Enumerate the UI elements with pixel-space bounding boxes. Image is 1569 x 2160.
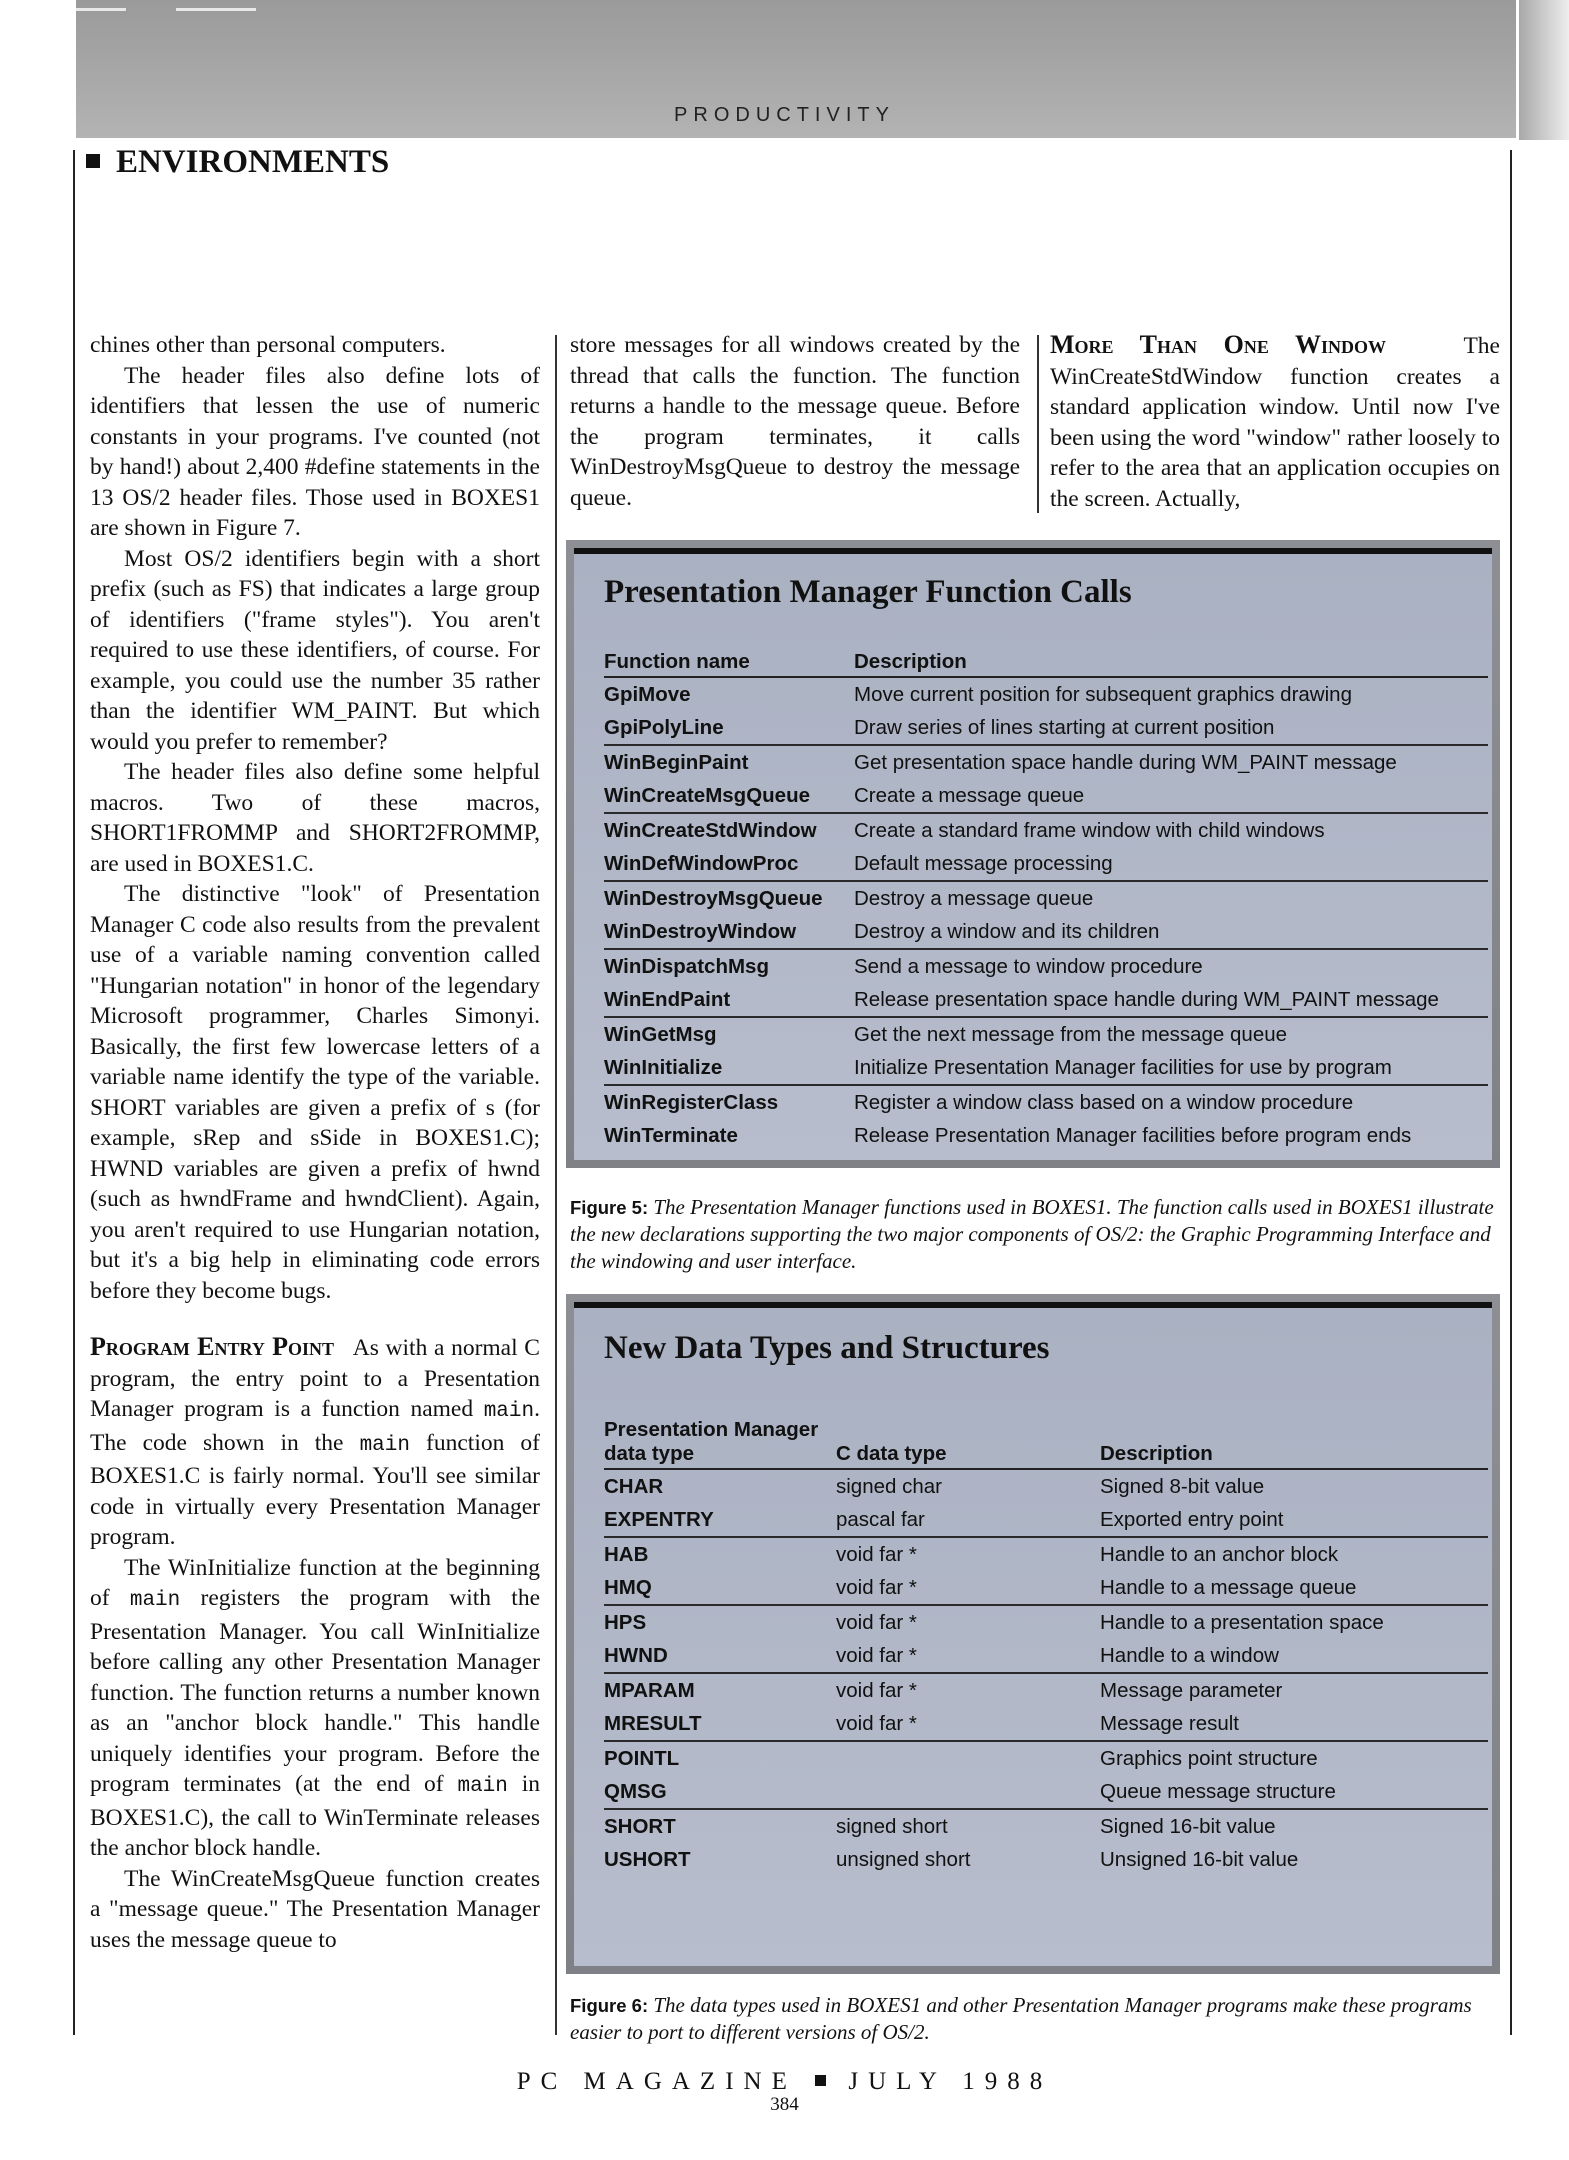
bullet-square-icon bbox=[86, 154, 100, 168]
table-row bbox=[604, 915, 1488, 949]
paragraph bbox=[90, 1553, 540, 1864]
table-row bbox=[604, 1469, 1488, 1503]
issue-date: JULY 1988 bbox=[848, 2068, 1053, 2095]
table-row bbox=[604, 1775, 1488, 1809]
c-type-cell: unsigned short bbox=[836, 1847, 971, 1871]
description-cell: Get the next message from the message queue bbox=[854, 1017, 1488, 1051]
column-header: Description bbox=[854, 650, 1488, 677]
function-name-cell: WinCreateMsgQueue bbox=[604, 783, 810, 807]
department-kicker bbox=[86, 144, 389, 181]
pm-type-cell: POINTL bbox=[604, 1741, 836, 1775]
table-row bbox=[604, 1741, 1488, 1775]
table-row bbox=[604, 847, 1488, 881]
figure-6-caption bbox=[570, 1992, 1500, 2046]
function-name-cell: WinDispatchMsg bbox=[604, 949, 854, 983]
text-run: function of BOXES1.C is fairly normal. You'll see similar code in virtually every Presentation Manager program. bbox=[90, 1429, 540, 1550]
function-name-cell: WinEndPaint bbox=[604, 987, 731, 1011]
magazine-name: PC MAGAZINE bbox=[516, 2068, 797, 2095]
function-name-cell: WinInitialize bbox=[604, 1055, 723, 1079]
paragraph-group bbox=[90, 330, 540, 1306]
caption-label: Figure 6: bbox=[570, 1995, 649, 2016]
table-row bbox=[604, 1537, 1488, 1571]
subhead-program-entry-point: Program Entry Point bbox=[90, 1332, 335, 1361]
figure-5-panel bbox=[574, 548, 1492, 1160]
pm-type-cell: HWND bbox=[604, 1643, 668, 1667]
function-name-cell: WinRegisterClass bbox=[604, 1085, 854, 1119]
table-row bbox=[604, 1503, 1488, 1537]
table-row bbox=[604, 983, 1488, 1017]
paragraph: Most OS/2 identifiers begin with a short prefix (such as FS) that indicates a large group of identifiers ("frame styles"). You aren't required to use these identifiers, of course. For example, you could use the number 35 rather than the identifier WM_PAINT. But which would you prefer to remember? bbox=[90, 545, 540, 755]
text-run: in BOXES1.C), the call to WinTerminate releases the anchor block handle. bbox=[90, 1771, 540, 1861]
table-row bbox=[604, 1639, 1488, 1673]
description-cell: Signed 16-bit value bbox=[1100, 1809, 1488, 1843]
c-type-cell: void far * bbox=[836, 1537, 1100, 1571]
description-cell: Release presentation space handle during WM_PAINT message bbox=[854, 987, 1439, 1011]
table-row bbox=[604, 677, 1488, 711]
caption-text: The Presentation Manager functions used in BOXES1. The function calls used in BOXES1 illustrate the new declarations supporting the two major components of OS/2: the Graphic Programming Interface and the windowing and user interface. bbox=[570, 1195, 1494, 1273]
paragraph: chines other than personal computers. bbox=[90, 332, 446, 358]
section-label: PRODUCTIVITY bbox=[674, 104, 895, 126]
description-cell: Handle to a message queue bbox=[1100, 1575, 1357, 1599]
table-row bbox=[604, 1017, 1488, 1051]
header-decoration bbox=[76, 8, 276, 12]
code-main: main bbox=[359, 1433, 410, 1457]
table-row bbox=[604, 813, 1488, 847]
c-type-cell bbox=[836, 1775, 1100, 1809]
column-header: Presentation Manager data type bbox=[604, 1418, 836, 1469]
code-main: main bbox=[457, 1775, 508, 1798]
right-border-rule bbox=[1510, 150, 1512, 2035]
c-type-cell: void far * bbox=[836, 1643, 917, 1667]
figure-6-box bbox=[566, 1294, 1500, 1974]
description-cell: Draw series of lines starting at current position bbox=[854, 715, 1275, 739]
table-row bbox=[604, 881, 1488, 915]
table-row bbox=[604, 745, 1488, 779]
description-cell: Unsigned 16-bit value bbox=[1100, 1847, 1299, 1871]
paragraph: The WinCreateMsgQueue function creates a "message queue." The Presentation Manager uses the message queue to bbox=[90, 1865, 540, 1953]
function-name-cell: GpiPolyLine bbox=[604, 715, 724, 739]
pm-type-cell: HMQ bbox=[604, 1575, 652, 1599]
pm-type-cell: CHAR bbox=[604, 1474, 664, 1498]
function-name-cell: WinCreateStdWindow bbox=[604, 813, 854, 847]
caption-label: Figure 5: bbox=[570, 1197, 649, 1218]
description-cell: Queue message structure bbox=[1100, 1779, 1336, 1803]
description-cell: Handle to a window bbox=[1100, 1643, 1279, 1667]
code-main: main bbox=[483, 1400, 535, 1423]
paragraph: store messages for all windows created by the thread that calls the function. The function returns a handle to the message queue. Before the program terminates, it calls WinDestroyMsgQueue to destroy the message queue. bbox=[570, 332, 1020, 511]
kicker-text: ENVIRONMENTS bbox=[116, 144, 390, 180]
pm-type-cell: USHORT bbox=[604, 1847, 691, 1871]
function-name-cell: WinGetMsg bbox=[604, 1017, 854, 1051]
figure-5-box bbox=[566, 540, 1500, 1168]
pm-type-cell: HAB bbox=[604, 1537, 836, 1571]
function-name-cell: WinTerminate bbox=[604, 1123, 738, 1147]
description-cell: Move current position for subsequent graphics drawing bbox=[854, 682, 1352, 706]
description-cell: Create a message queue bbox=[854, 783, 1085, 807]
paragraph bbox=[1050, 330, 1500, 514]
description-cell: Graphics point structure bbox=[1100, 1741, 1488, 1775]
column-header: Description bbox=[1100, 1418, 1488, 1469]
description-cell: Release Presentation Manager facilities before program ends bbox=[854, 1123, 1412, 1147]
table-row bbox=[604, 1605, 1488, 1639]
code-main: main bbox=[129, 1589, 181, 1612]
article-column-3 bbox=[1050, 330, 1500, 514]
pm-type-cell: SHORT bbox=[604, 1809, 836, 1843]
c-type-cell: signed short bbox=[836, 1809, 1100, 1843]
figure-5-title: Presentation Manager Function Calls bbox=[604, 574, 1132, 610]
table-row bbox=[604, 779, 1488, 813]
description-cell: Get presentation space handle during WM_PAINT message bbox=[854, 745, 1488, 779]
description-cell: Send a message to window procedure bbox=[854, 949, 1488, 983]
figure-5-table bbox=[604, 650, 1488, 1152]
description-cell: Handle to an anchor block bbox=[1100, 1537, 1488, 1571]
figure-6-title: New Data Types and Structures bbox=[604, 1330, 1050, 1366]
table-row bbox=[604, 1809, 1488, 1843]
text-run: The WinCreateStdWindow function creates a standard application window. Until now I've been using the word "window" rather loosely to refer to the area that an application occupies on the screen. Actually, bbox=[1050, 333, 1500, 512]
description-cell: Exported entry point bbox=[1100, 1507, 1284, 1531]
paragraph: The distinctive "look" of Presentation Manager C code also results from the prevalent use of a variable naming convention called "Hungarian notation" in honor of the legendary Microsoft programmer, Charles Simonyi. Basically, the first few lowercase letters of a variable name identify the type of the variable. SHORT variables are given a prefix of s (for example, sRep and sSide in BOXES1.C); HWND variables are given a prefix of hwnd (such as hwndFrame and hwndClient). Again, you aren't required to use Hungarian notation, but it's a big help in eliminating code errors before they become bugs. bbox=[90, 881, 540, 1304]
c-type-cell: signed char bbox=[836, 1474, 942, 1498]
description-cell: Destroy a message queue bbox=[854, 881, 1488, 915]
table-row bbox=[604, 1119, 1488, 1152]
article-column-2 bbox=[570, 330, 1020, 513]
function-name-cell: WinDefWindowProc bbox=[604, 851, 799, 875]
description-cell: Create a standard frame window with child windows bbox=[854, 813, 1488, 847]
table-row bbox=[604, 1571, 1488, 1605]
description-cell: Handle to a presentation space bbox=[1100, 1605, 1488, 1639]
column-rule bbox=[1037, 335, 1039, 513]
paragraph bbox=[90, 1332, 540, 1553]
c-type-cell: pascal far bbox=[836, 1507, 925, 1531]
function-name-cell: GpiMove bbox=[604, 682, 691, 706]
pm-type-cell: EXPENTRY bbox=[604, 1507, 714, 1531]
left-border-rule bbox=[73, 150, 75, 2035]
text-run: . The code shown in the bbox=[90, 1396, 540, 1456]
c-type-cell: void far * bbox=[836, 1673, 1100, 1707]
text-run: As with a normal C program, the entry point to a Presentation Manager program is a function named bbox=[90, 1335, 540, 1422]
figure-6-panel bbox=[574, 1302, 1492, 1966]
subhead-more-than-one-window: More Than One Window bbox=[1050, 330, 1386, 359]
column-rule bbox=[555, 335, 557, 2035]
table-row bbox=[604, 1051, 1488, 1085]
pm-type-cell: QMSG bbox=[604, 1779, 667, 1803]
table-row bbox=[604, 711, 1488, 745]
paragraph: The header files also define lots of identifiers that lessen the use of numeric constants in your programs. I've counted (not by hand!) about 2,400 #define statements in the 13 OS/2 header files. Those used in BOXES1 are shown in Figure 7. bbox=[90, 362, 540, 541]
table-row bbox=[604, 1843, 1488, 1876]
table-row bbox=[604, 1085, 1488, 1119]
paragraph: The header files also define some helpful macros. Two of these macros, SHORT1FROMMP and SHORT2FROMMP, are used in BOXES1.C. bbox=[90, 759, 540, 877]
function-name-cell: WinBeginPaint bbox=[604, 745, 854, 779]
description-cell: Register a window class based on a window procedure bbox=[854, 1085, 1488, 1119]
function-name-cell: WinDestroyMsgQueue bbox=[604, 881, 854, 915]
caption-text: The data types used in BOXES1 and other Presentation Manager programs make these programs easier to port to different versions of OS/2. bbox=[570, 1993, 1472, 2044]
description-cell: Initialize Presentation Manager facilities for use by program bbox=[854, 1055, 1392, 1079]
c-type-cell: void far * bbox=[836, 1711, 917, 1735]
bullet-square-icon bbox=[815, 2075, 826, 2086]
text-run: The WinInitialize function at the beginning of bbox=[90, 1554, 540, 1611]
description-cell: Signed 8-bit value bbox=[1100, 1474, 1265, 1498]
description-cell: Message result bbox=[1100, 1711, 1240, 1735]
table-row bbox=[604, 1673, 1488, 1707]
c-type-cell: void far * bbox=[836, 1605, 1100, 1639]
column-header: C data type bbox=[836, 1418, 1100, 1469]
table-row bbox=[604, 1707, 1488, 1741]
description-cell: Message parameter bbox=[1100, 1673, 1488, 1707]
pm-type-cell: HPS bbox=[604, 1605, 836, 1639]
pm-type-cell: MPARAM bbox=[604, 1673, 836, 1707]
figure-6-table bbox=[604, 1418, 1488, 1876]
c-type-cell: void far * bbox=[836, 1575, 917, 1599]
description-cell: Destroy a window and its children bbox=[854, 919, 1160, 943]
figure-5-caption bbox=[570, 1194, 1500, 1275]
table-row bbox=[604, 949, 1488, 983]
pm-type-cell: MRESULT bbox=[604, 1711, 702, 1735]
column-header: Function name bbox=[604, 650, 854, 677]
text-run: registers the program with the Presentation Manager. You call WinInitialize before calling any other Presentation Manager function. The function returns a number known as an "anchor block handle." This handle uniquely identifies your program. Before the program terminates (at the end of bbox=[90, 1585, 541, 1797]
page-number: 384 bbox=[770, 2094, 799, 2115]
magazine-footer bbox=[0, 2068, 1569, 2096]
c-type-cell bbox=[836, 1741, 1100, 1775]
function-name-cell: WinDestroyWindow bbox=[604, 919, 797, 943]
description-cell: Default message processing bbox=[854, 851, 1113, 875]
article-column-1 bbox=[90, 330, 540, 1955]
